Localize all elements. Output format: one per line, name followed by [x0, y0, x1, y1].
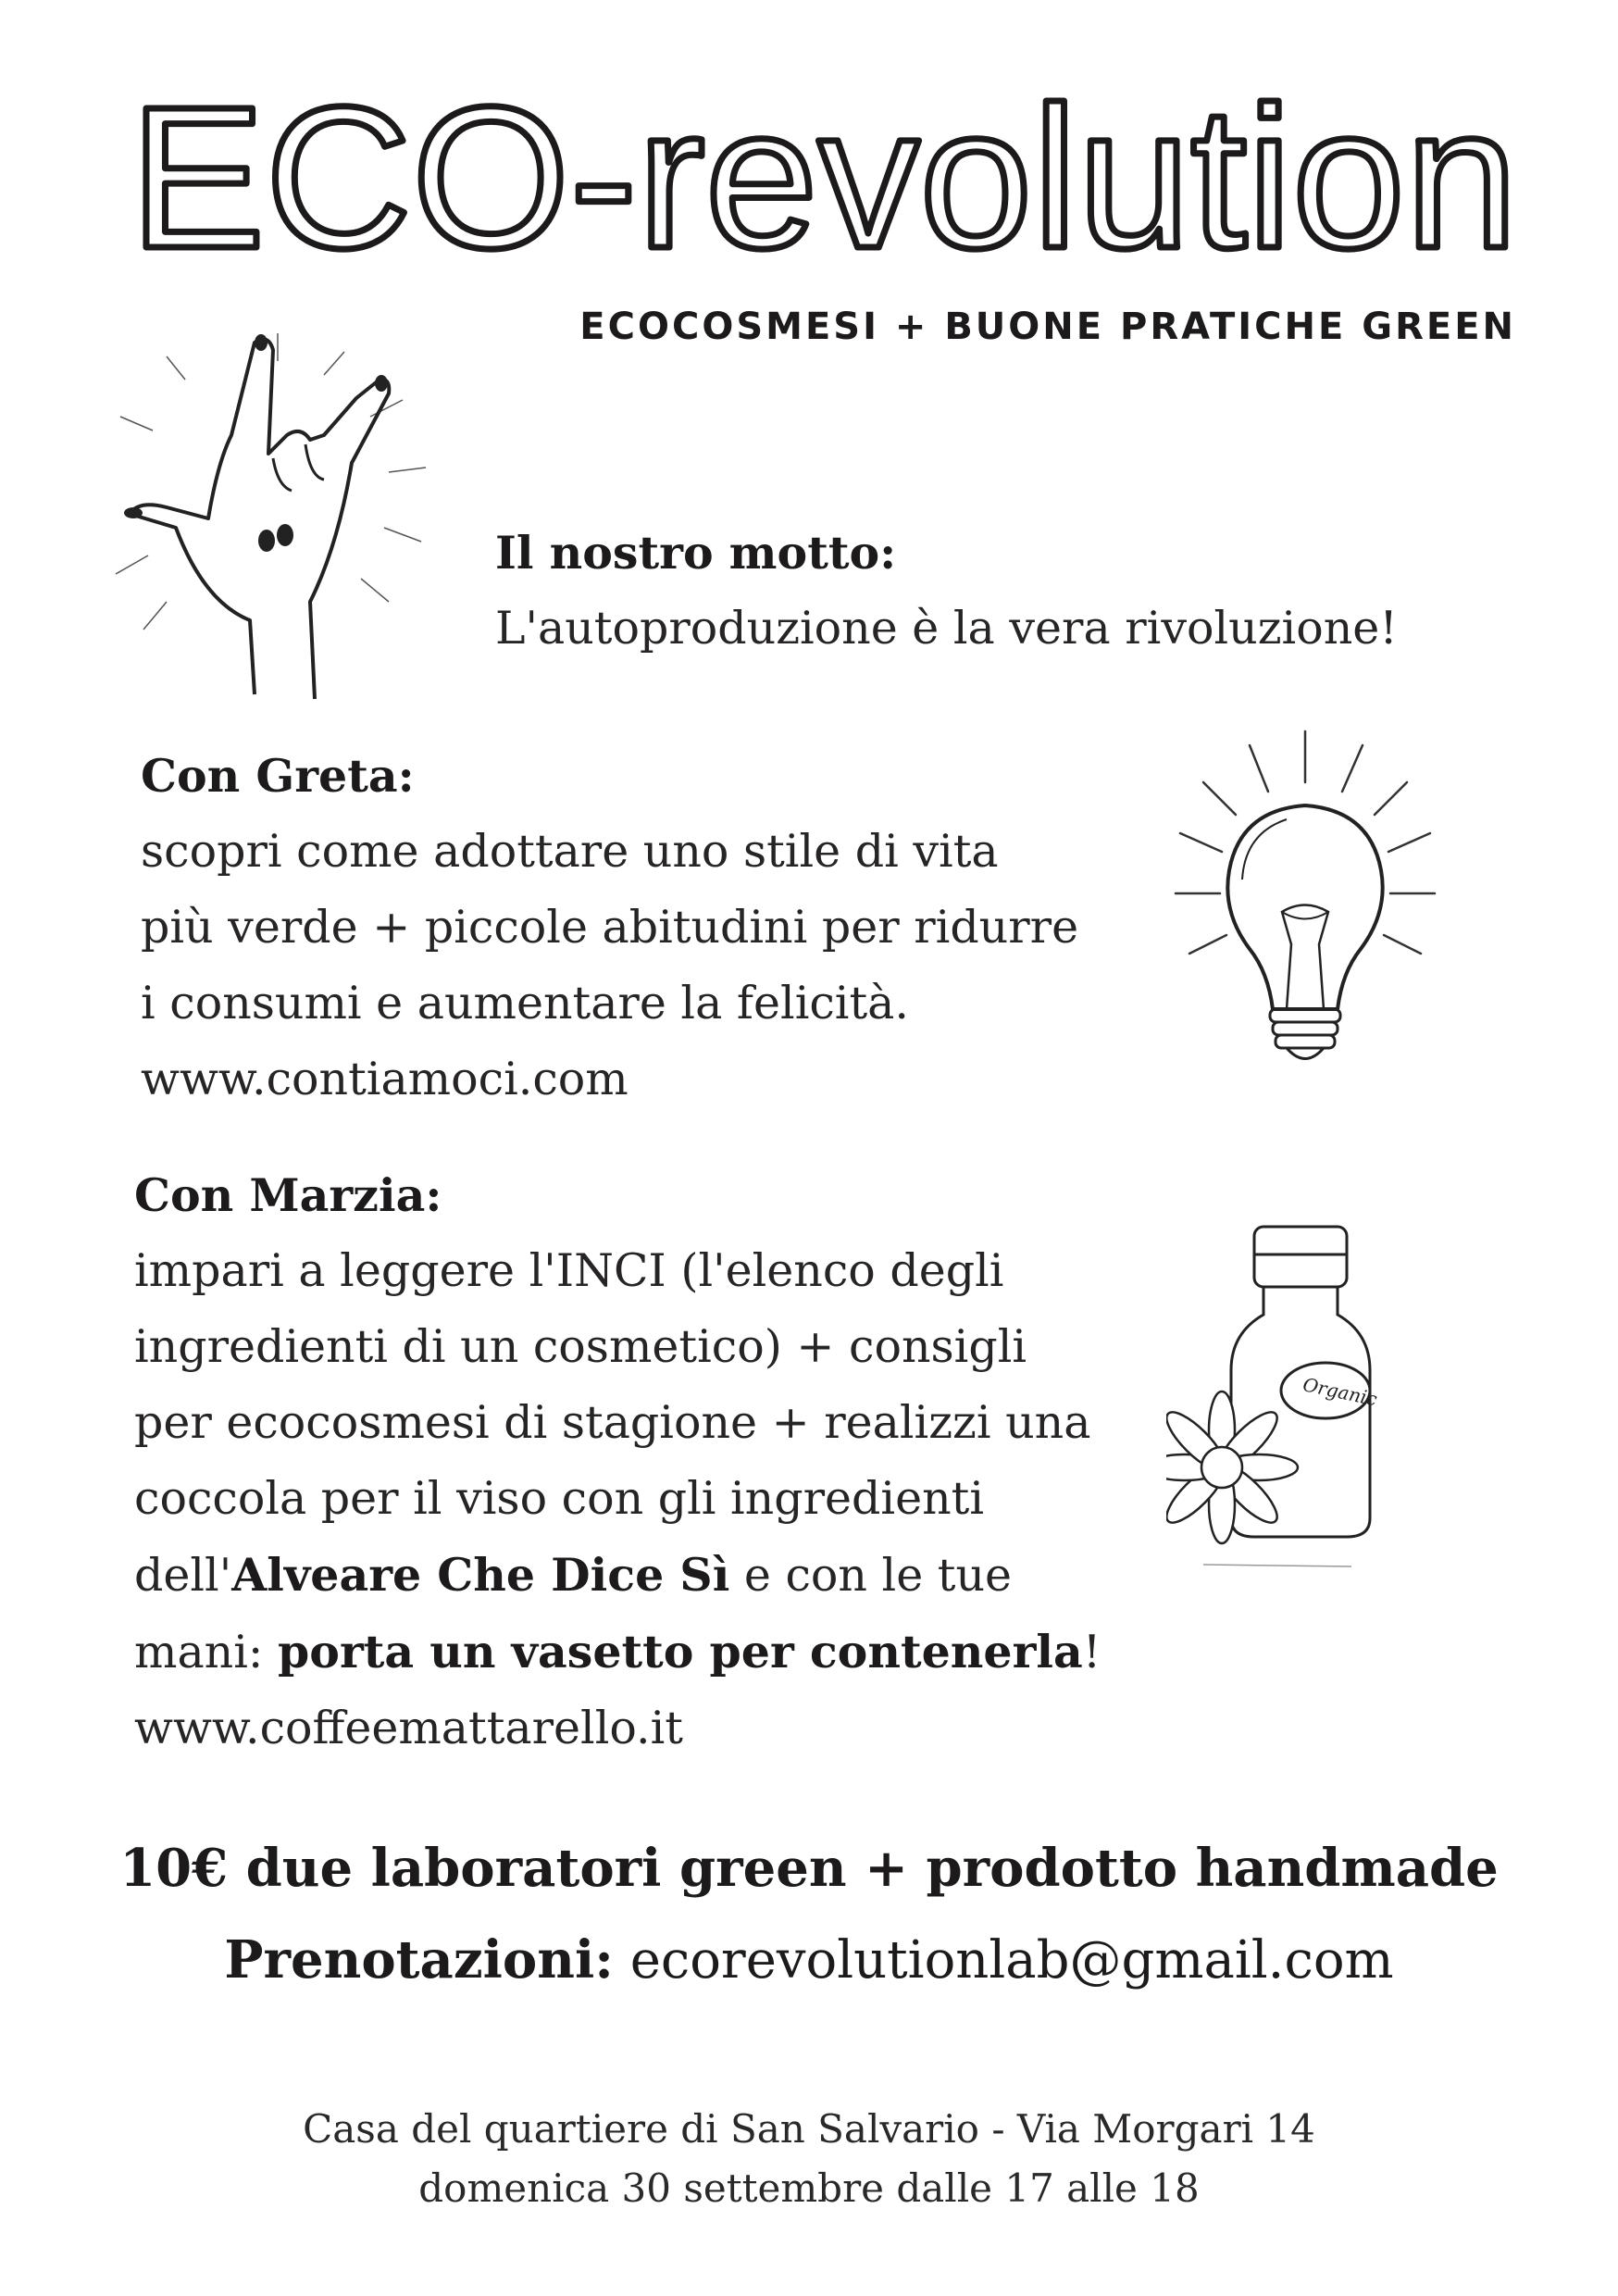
bottle-label: Organic	[1301, 1373, 1379, 1411]
marzia-line6-prefix: mani:	[134, 1626, 278, 1678]
marzia-line	[134, 1614, 1101, 1691]
booking-line	[0, 1929, 1618, 1990]
alveare-name: Alveare Che Dice Sì	[231, 1548, 730, 1602]
marzia-line: ingredienti di un cosmetico) + consigli	[134, 1320, 1027, 1373]
page-title	[130, 66, 1537, 307]
booking-email: ecorevolutionlab@gmail.com	[613, 1930, 1394, 1990]
greta-line: i consumi e aumentare la felicità.	[141, 977, 909, 1029]
greta-website: www.contiamoci.com	[141, 1053, 629, 1105]
marzia-line5-prefix: dell'	[134, 1549, 232, 1602]
motto-section	[495, 515, 1398, 667]
venue-info	[0, 2100, 1618, 2218]
greta-heading: Con Greta:	[141, 749, 415, 803]
page-subtitle: ECOCOSMESI + BUONE PRATICHE GREEN	[579, 306, 1516, 348]
marzia-line: per ecocosmesi di stagione + realizzi una	[134, 1396, 1091, 1449]
motto-text: L'autoproduzione è la vera rivoluzione!	[495, 602, 1398, 655]
bring-jar-note: porta un vasetto per contenerla	[278, 1625, 1083, 1678]
light-bulb-illustration	[1157, 713, 1444, 1083]
rock-hand-illustration	[102, 324, 454, 704]
marzia-line: coccola per il viso con gli ingredienti	[134, 1472, 984, 1525]
greta-line: più verde + piccole abitudini per ridurre	[141, 901, 1079, 954]
price-line: 10€ due laboratori green + prodotto handmade	[119, 1838, 1499, 1899]
greta-line: scopri come adottare uno stile di vita	[141, 825, 999, 878]
marzia-section	[134, 1157, 1101, 1766]
marzia-line: impari a leggere l'INCI (l'elenco degli	[134, 1244, 1004, 1297]
marzia-line	[134, 1537, 1101, 1614]
marzia-website: www.coffeemattarello.it	[134, 1702, 683, 1754]
organic-bottle-illustration	[1166, 1213, 1444, 1602]
marzia-line5-suffix: e con le tue	[729, 1549, 1013, 1602]
motto-heading: Il nostro motto:	[495, 526, 897, 580]
greta-section	[141, 738, 1078, 1117]
venue-address: Casa del quartiere di San Salvario - Via Morgari 14	[303, 2106, 1315, 2152]
marzia-heading: Con Marzia:	[134, 1168, 442, 1222]
title-text: ECO-revolution	[130, 66, 1518, 291]
marzia-line6-suffix: !	[1082, 1626, 1101, 1678]
event-date: domenica 30 settembre dalle 17 alle 18	[418, 2165, 1200, 2211]
booking-label: Prenotazioni:	[224, 1929, 614, 1990]
